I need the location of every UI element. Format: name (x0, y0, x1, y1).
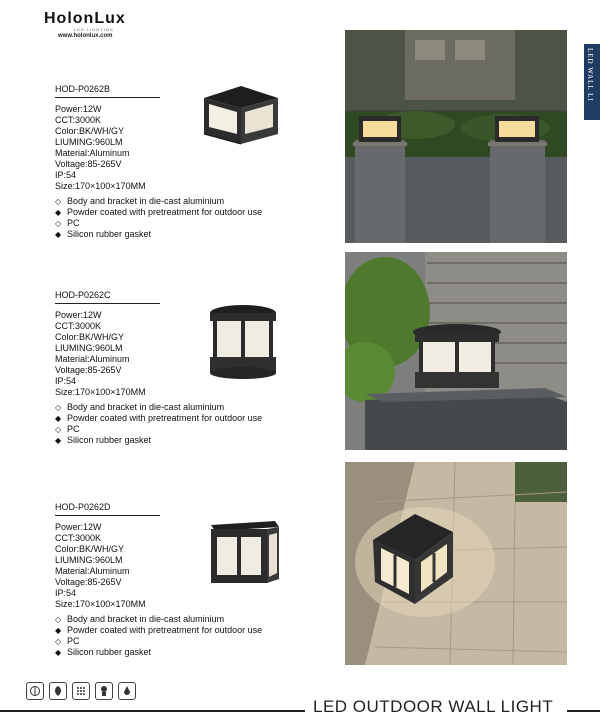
product-model: HOD-P0262B (55, 84, 160, 98)
side-tab-label: LED WALL LI (586, 48, 594, 102)
product-model: HOD-P0262C (55, 290, 160, 304)
spec-lumen: LIUMING:960LM (55, 555, 123, 565)
spec-size: Size:170×100×170MM (55, 181, 146, 191)
safety-icon (95, 682, 113, 700)
spec-ip: IP:54 (55, 588, 77, 598)
spec-voltage: Voltage:85-265V (55, 577, 122, 587)
outline-diamond-icon: ◇ (55, 219, 62, 228)
feature-item: ◇ Body and bracket in die-cast aluminium (55, 402, 225, 412)
product-photo-c (345, 252, 567, 450)
spec-cct: CCT:3000K (55, 533, 102, 543)
spec-power: Power:12W (55, 104, 102, 114)
feature-item: ◇ Body and bracket in die-cast aluminium (55, 614, 225, 624)
spec-color: Color:BK/WH/GY (55, 332, 125, 342)
footer-title: LED OUTDOOR WALL LIGHT (313, 697, 554, 716)
feature-list (55, 402, 295, 446)
feature-item: ◇ PC (55, 218, 80, 228)
spec-material: Material:Aluminum (55, 566, 130, 576)
spec-ip: IP:54 (55, 170, 77, 180)
spec-voltage: Voltage:85-265V (55, 159, 122, 169)
feature-list (55, 614, 295, 658)
spec-lumen: LIUMING:960LM (55, 343, 123, 353)
product-thumbnail-b (200, 84, 282, 146)
outline-diamond-icon: ◇ (55, 615, 62, 624)
product-photo-b (345, 30, 567, 243)
eco-friendly-icon (49, 682, 67, 700)
brand-name: HolonLux (44, 10, 126, 27)
solid-diamond-icon: ◆ (55, 208, 62, 217)
outline-diamond-icon: ◇ (55, 197, 62, 206)
outline-diamond-icon: ◇ (55, 425, 62, 434)
spec-color: Color:BK/WH/GY (55, 544, 125, 554)
feature-item: ◆ Powder coated with pretreatment for outdoor use (55, 413, 263, 423)
spec-color: Color:BK/WH/GY (55, 126, 125, 136)
spec-cct: CCT:3000K (55, 115, 102, 125)
solid-diamond-icon: ◆ (55, 230, 62, 239)
spec-ip: IP:54 (55, 376, 77, 386)
category-side-tab (584, 44, 600, 120)
spec-size: Size:170×100×170MM (55, 599, 146, 609)
outline-diamond-icon: ◇ (55, 637, 62, 646)
feature-item: ◆ Silicon rubber gasket (55, 647, 152, 657)
spec-material: Material:Aluminum (55, 354, 130, 364)
spec-size: Size:170×100×170MM (55, 387, 146, 397)
product-thumbnail-c (207, 303, 279, 381)
feature-list (55, 196, 295, 240)
feature-item: ◇ PC (55, 424, 80, 434)
solid-diamond-icon: ◆ (55, 648, 62, 657)
product-thumbnail-d (205, 515, 283, 587)
energy-saving-icon (26, 682, 44, 700)
spec-power: Power:12W (55, 310, 102, 320)
footer-divider-left (0, 710, 305, 712)
feature-item: ◇ Body and bracket in die-cast aluminium (55, 196, 225, 206)
product-photo-d (345, 462, 567, 665)
spec-power: Power:12W (55, 522, 102, 532)
led-chip-icon (72, 682, 90, 700)
spec-voltage: Voltage:85-265V (55, 365, 122, 375)
solid-diamond-icon: ◆ (55, 626, 62, 635)
feature-item: ◆ Silicon rubber gasket (55, 435, 152, 445)
feature-item: ◆ Powder coated with pretreatment for outdoor use (55, 207, 263, 217)
footer-divider-right (567, 710, 600, 712)
brand-tagline: LED LIGHTING (74, 27, 114, 32)
solid-diamond-icon: ◆ (55, 414, 62, 423)
solid-diamond-icon: ◆ (55, 436, 62, 445)
spec-material: Material:Aluminum (55, 148, 130, 158)
ip-rating-icon (118, 682, 136, 700)
spec-cct: CCT:3000K (55, 321, 102, 331)
spec-lumen: LIUMING:960LM (55, 137, 123, 147)
feature-item: ◇ PC (55, 636, 80, 646)
brand-url: www.holonlux.com (58, 33, 113, 39)
feature-item: ◆ Powder coated with pretreatment for outdoor use (55, 625, 263, 635)
brand-logo (44, 10, 154, 39)
outline-diamond-icon: ◇ (55, 403, 62, 412)
certification-icons (26, 682, 136, 700)
product-model: HOD-P0262D (55, 502, 160, 516)
feature-item: ◆ Silicon rubber gasket (55, 229, 152, 239)
